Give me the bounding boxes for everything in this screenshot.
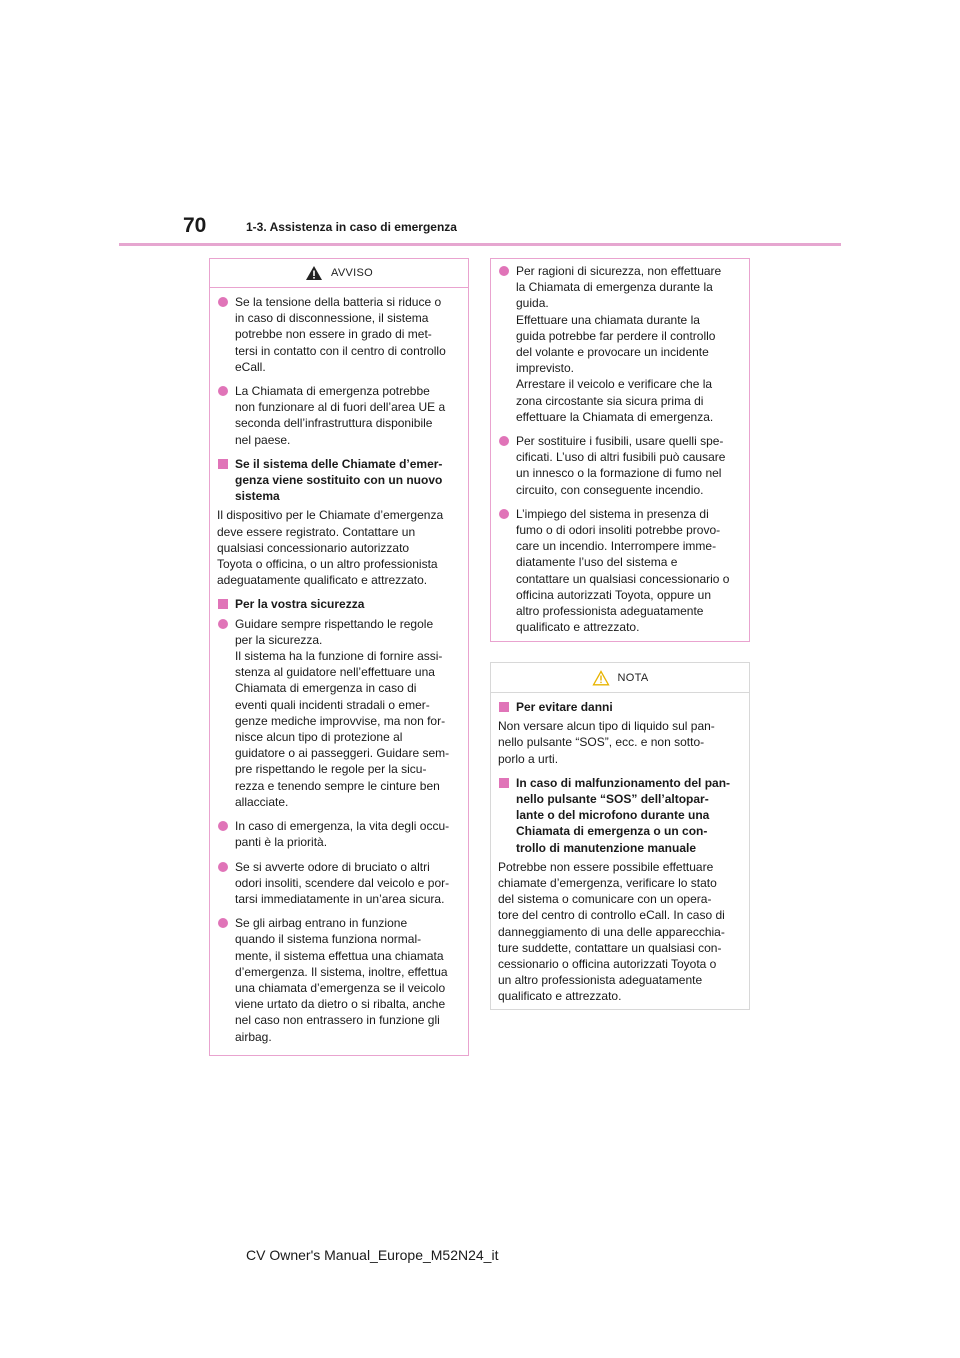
list-item: In caso di emergenza, la vita degli occu- panti è la priorità.: [217, 818, 461, 850]
avviso-continued-box: [490, 258, 750, 642]
list-item: Se gli airbag entrano in funzione quando il sistema funziona normal- mente, il sistema effettua una chiamata d’emergenza. Il sistema, inoltre, effettua una chiamata d’emergenza se il veicolo viene urtato da dietro o si ribalta, anche nel caso non entrassero in funzione gli airbag.: [217, 915, 461, 1045]
paragraph-damage: Non versare alcun tipo di liquido sul pan- nello pulsante “SOS”, ecc. e non sotto- porlo a urti.: [498, 719, 715, 766]
subheading-damage: Per evitare danni: [498, 699, 742, 715]
bullet-icon: [218, 386, 228, 396]
avviso-box: [209, 258, 469, 1056]
nota-label: NOTA: [617, 671, 649, 684]
nota-header: [491, 663, 749, 693]
header-rule: [119, 243, 841, 246]
bullet-icon: [499, 266, 509, 276]
avviso-header: [210, 259, 468, 288]
bullet-icon: [218, 918, 228, 928]
paragraph-malfunction: Potrebbe non essere possibile effettuare chiamate d’emergenza, verificare lo stato del sistema o comunicare con un opera- tore del centro di controllo eCall. In caso di danneggiamento di una delle apparecchia- ture suddette, contattare un qualsiasi con- cessionario o officina autorizzati Toyota o un altro professionista adeguatamente qualificato e attrezzato.: [498, 859, 725, 1004]
square-bullet-icon: [218, 599, 228, 609]
list-item: L’impiego del sistema in presenza di fumo o di odori insoliti potrebbe provo- care un incendio. Interrompere imme- diatamente l’uso del sistema e contattare un qualsiasi concessionario o officina autorizzati Toyota, oppure un altro professionista adeguatamente qualificato e attrezzato.: [498, 506, 742, 636]
subheading-replace: Se il sistema delle Chiamate d’emer- genza viene sostituito con un nuovo sistema: [217, 456, 461, 505]
section-title: 1-3. Assistenza in caso di emergenza: [246, 220, 457, 234]
warning-triangle-icon: [305, 265, 323, 281]
bullet-icon: [218, 862, 228, 872]
list-item: Per sostituire i fusibili, usare quelli spe- cificati. L’uso di altri fusibili può causare un innesco o la formazione di fumo nel circuito, con conseguente incendio.: [498, 433, 742, 498]
list-item: Guidare sempre rispettando le regole per la sicurezza. Il sistema ha la funzione di fornire assi- stenza al guidatore nell’effettuare una Chiamata di emergenza in caso di eventi quali incidenti stradali o emer- genze mediche improvvise, ma non for- nisce alcun tipo di protezione al guidatore o ai passeggeri. Guidare sem- pre rispettando le regole per la sicu- rezza e tenendo sempre le cinture ben allacciate.: [217, 616, 461, 810]
bullet-icon: [499, 509, 509, 519]
nota-box: [490, 662, 750, 1010]
subheading-safety: Per la vostra sicurezza: [217, 596, 461, 612]
subheading-malfunction: In caso di malfunzionamento del pan- nello pulsante “SOS” dell’altopar- lante o del microfono durante una Chiamata di emergenza o un con- trollo di manutenzione manuale: [498, 775, 742, 856]
bullet-icon: [218, 619, 228, 629]
square-bullet-icon: [499, 778, 509, 788]
bullet-icon: [218, 821, 228, 831]
list-item: Per ragioni di sicurezza, non effettuare la Chiamata di emergenza durante la guida. Effettuare una chiamata durante la guida potrebbe far perdere il controllo del volante e provocare un incidente imprevisto. Arrestare il veicolo e verificare che la zona circostante sia sicura prima di effettuare la Chiamata di emergenza.: [498, 263, 742, 425]
list-item: La Chiamata di emergenza potrebbe non funzionare al di fuori dell’area UE a seconda dell’infrastruttura disponibile nel paese.: [217, 383, 461, 448]
paragraph-replace: Il dispositivo per le Chiamate d’emergenza deve essere registrato. Contattare un qualsiasi concessionario autorizzato Toyota o officina, o un altro professionista adeguatamente qualificato e attrezzato.: [217, 508, 444, 588]
bullet-icon: [218, 297, 228, 307]
bullet-icon: [499, 436, 509, 446]
avviso-label: AVVISO: [331, 267, 373, 279]
footer-manual-name: CV Owner's Manual_Europe_M52N24_it: [246, 1247, 499, 1263]
square-bullet-icon: [499, 702, 509, 712]
caution-triangle-outline-icon: [592, 670, 610, 686]
list-item: Se la tensione della batteria si riduce o in caso di disconnessione, il sistema potrebbe non essere in grado di met- tersi in contatto con il centro di controllo eCall.: [217, 294, 461, 375]
square-bullet-icon: [218, 459, 228, 469]
page-number: 70: [183, 214, 207, 237]
list-item: Se si avverte odore di bruciato o altri odori insoliti, scendere dal veicolo e por- tarsi immediatamente in un’area sicura.: [217, 859, 461, 908]
